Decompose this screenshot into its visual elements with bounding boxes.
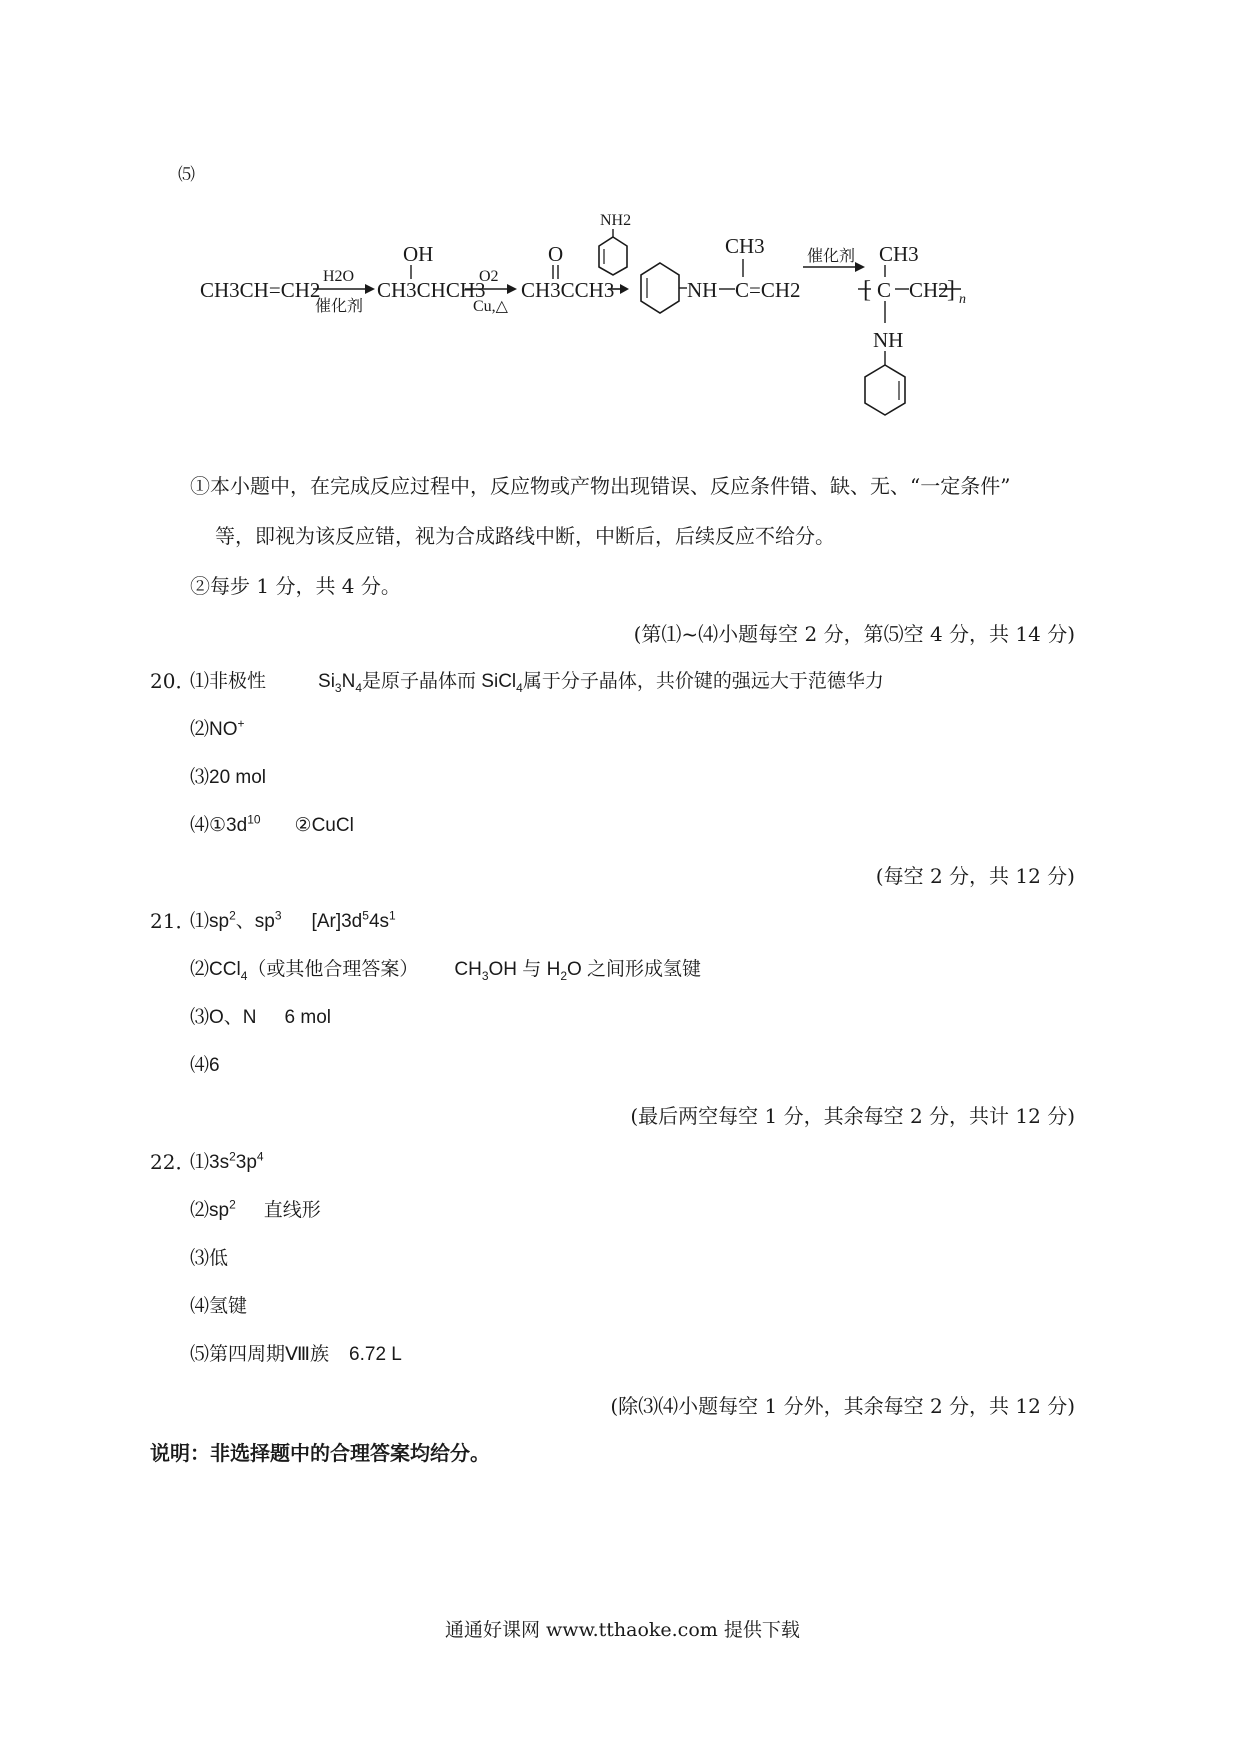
arrow-2-head (507, 284, 517, 294)
arrow-2-bottom: Cu,△ (473, 298, 508, 315)
q22-part4: ⑷氢键 (190, 1296, 248, 1317)
q20-part2 (190, 714, 245, 741)
q20-p1-e: 是原子晶体而 SiCl (362, 671, 517, 692)
q20-part4 (190, 810, 354, 837)
q21-p3-label: ⑶ (190, 1007, 210, 1028)
q22-part3: ⑶低 (190, 1248, 229, 1269)
arrow-4-head (855, 262, 865, 272)
q20-p4-sup: 10 (247, 812, 261, 827)
q21-score: (最后两空每空 1 分，其余每空 2 分，共计 12 分) (630, 1104, 1075, 1128)
q22-p1-label: ⑴ (190, 1152, 210, 1173)
page-footer: 通通好课网 www.tthaoke.com 提供下载 (445, 1619, 800, 1641)
q21-part2 (190, 954, 701, 983)
q22-number: 22． (150, 1150, 196, 1174)
polymer-bracket-right: ] (947, 277, 955, 303)
q21-p2-d-sub: 2 (560, 968, 567, 983)
polymer-nh: NH (873, 328, 904, 352)
reagent-benzene-ring (599, 237, 627, 275)
q21-p2-label: ⑵ (190, 959, 210, 980)
q22-part2 (190, 1195, 321, 1222)
reagent-nh2: NH2 (600, 212, 632, 229)
note-1-line-2: 等，即视为该反应错，视为合成路线中断，中断后，后续反应不给分。 (215, 524, 835, 548)
q22-part1 (190, 1147, 264, 1174)
q21-p2-c-sub: 3 (481, 968, 489, 983)
q21-p1-d: 4s (368, 911, 390, 932)
polymer-bracket-left: [ (863, 277, 871, 303)
q20-part3: ⑶20 mol (190, 767, 267, 788)
prod3-chain: C=CH2 (735, 278, 801, 302)
prod1: CH3CHCH3 (377, 278, 486, 302)
q22-p2-a: sp (209, 1200, 230, 1221)
prod2: CH3CCH3 (521, 278, 615, 302)
arrow-1-head (365, 284, 375, 294)
synthesis-scheme (195, 205, 975, 445)
arrow-3-head (620, 284, 629, 294)
q21-number: 21． (150, 909, 196, 933)
prod1-oh: OH (403, 242, 434, 266)
q21-p2-c: CH (454, 959, 482, 980)
arrow-1-top: H2O (323, 268, 355, 285)
q21-p2-b: （或其他合理答案） (247, 959, 419, 980)
q20-p1-f: 4 (516, 680, 523, 695)
closing-note: 说明：非选择题中的合理答案均给分。 (150, 1441, 490, 1465)
q22-score: (除⑶⑷小题每空 1 分外，其余每空 2 分，共 12 分) (610, 1394, 1075, 1418)
q21-p1-c-sup: 5 (362, 908, 369, 923)
polymer-c: C (877, 278, 892, 302)
arrow-2-top: O2 (479, 268, 499, 285)
q22-p1-b-sup: 4 (256, 1149, 264, 1164)
q21-p1-label: ⑴ (190, 911, 210, 932)
q20-p2-sup: + (237, 716, 245, 731)
q21-part3 (190, 1002, 331, 1029)
prod2-o: O (548, 242, 564, 266)
q22-p2-b: 直线形 (263, 1200, 321, 1221)
q21-p1-b: 、sp (235, 911, 275, 932)
q20-p4-label: ⑷ (190, 815, 210, 836)
arrow-1-bottom: 催化剂 (315, 298, 364, 315)
q19-score: (第⑴~⑷小题每空 2 分，第⑸空 4 分，共 14 分) (633, 622, 1075, 646)
q21-p1-c: [Ar]3d (311, 911, 363, 932)
q21-p2-d: OH 与 H (488, 959, 561, 980)
q21-p1-d-sup: 1 (389, 908, 396, 923)
q20-number: 20． (150, 669, 196, 693)
q22-p1-b: 3p (235, 1152, 257, 1173)
q22-p2-a-sup: 2 (229, 1197, 236, 1212)
prod3-nh: NH (687, 278, 718, 302)
part-label: ⑸ (178, 165, 195, 185)
q21-p1-a: sp (209, 911, 230, 932)
polymer-ch3: CH3 (879, 242, 919, 266)
q22-p5-b: 6.72 L (349, 1344, 402, 1365)
q20-p1-b: 3 (334, 680, 342, 695)
q21-p2-e: O 之间形成氢键 (567, 959, 702, 980)
polymer-n: n (959, 292, 966, 307)
start-material: CH3CH=CH2 (200, 278, 321, 302)
q21-p2-a-sub: 4 (240, 968, 248, 983)
q21-p3-b: 6 mol (284, 1007, 331, 1028)
q22-part5 (190, 1339, 402, 1366)
q20-p1-a: Si (318, 671, 335, 692)
note-2: ②每步 1 分，共 4 分。 (190, 574, 401, 598)
q21-p2-a: CCl (209, 959, 241, 980)
q21-p1-a-sup: 2 (229, 908, 236, 923)
q20-p4-b: ②CuCl (294, 815, 354, 836)
q22-p5-label: ⑸ (190, 1344, 210, 1365)
prod3-ch3: CH3 (725, 234, 765, 258)
q22-p5-a: 第四周期Ⅷ族 (209, 1344, 330, 1365)
q20-score: (每空 2 分，共 12 分) (875, 864, 1075, 888)
q20-p1-g: 属于分子晶体，共价键的强远大于范德华力 (522, 671, 884, 692)
note-1-line-1: ①本小题中，在完成反应过程中，反应物或产物出现错误、反应条件错、缺、无、“一定条件” (190, 474, 1011, 498)
q20-p1-label: ⑴非极性 (190, 671, 267, 692)
arrow-4-top: 催化剂 (807, 248, 856, 265)
q21-part4: ⑷6 (190, 1055, 220, 1076)
q22-p2-label: ⑵ (190, 1200, 210, 1221)
polymer-ch2: CH2 (909, 278, 949, 302)
q22-p1-a: 3s (209, 1152, 230, 1173)
q20-p1-c: N (341, 671, 356, 692)
q20-p2-label: ⑵ (190, 719, 210, 740)
q22-p1-a-sup: 2 (229, 1149, 236, 1164)
q20-part1 (190, 666, 884, 695)
q21-p1-b-sup: 3 (274, 908, 282, 923)
q20-p2-a: NO (209, 719, 238, 740)
q20-p1-d: 4 (355, 680, 363, 695)
q21-p3-a: O、N (209, 1007, 257, 1028)
q20-p4-a: ①3d (209, 815, 248, 836)
q21-part1 (190, 906, 396, 933)
